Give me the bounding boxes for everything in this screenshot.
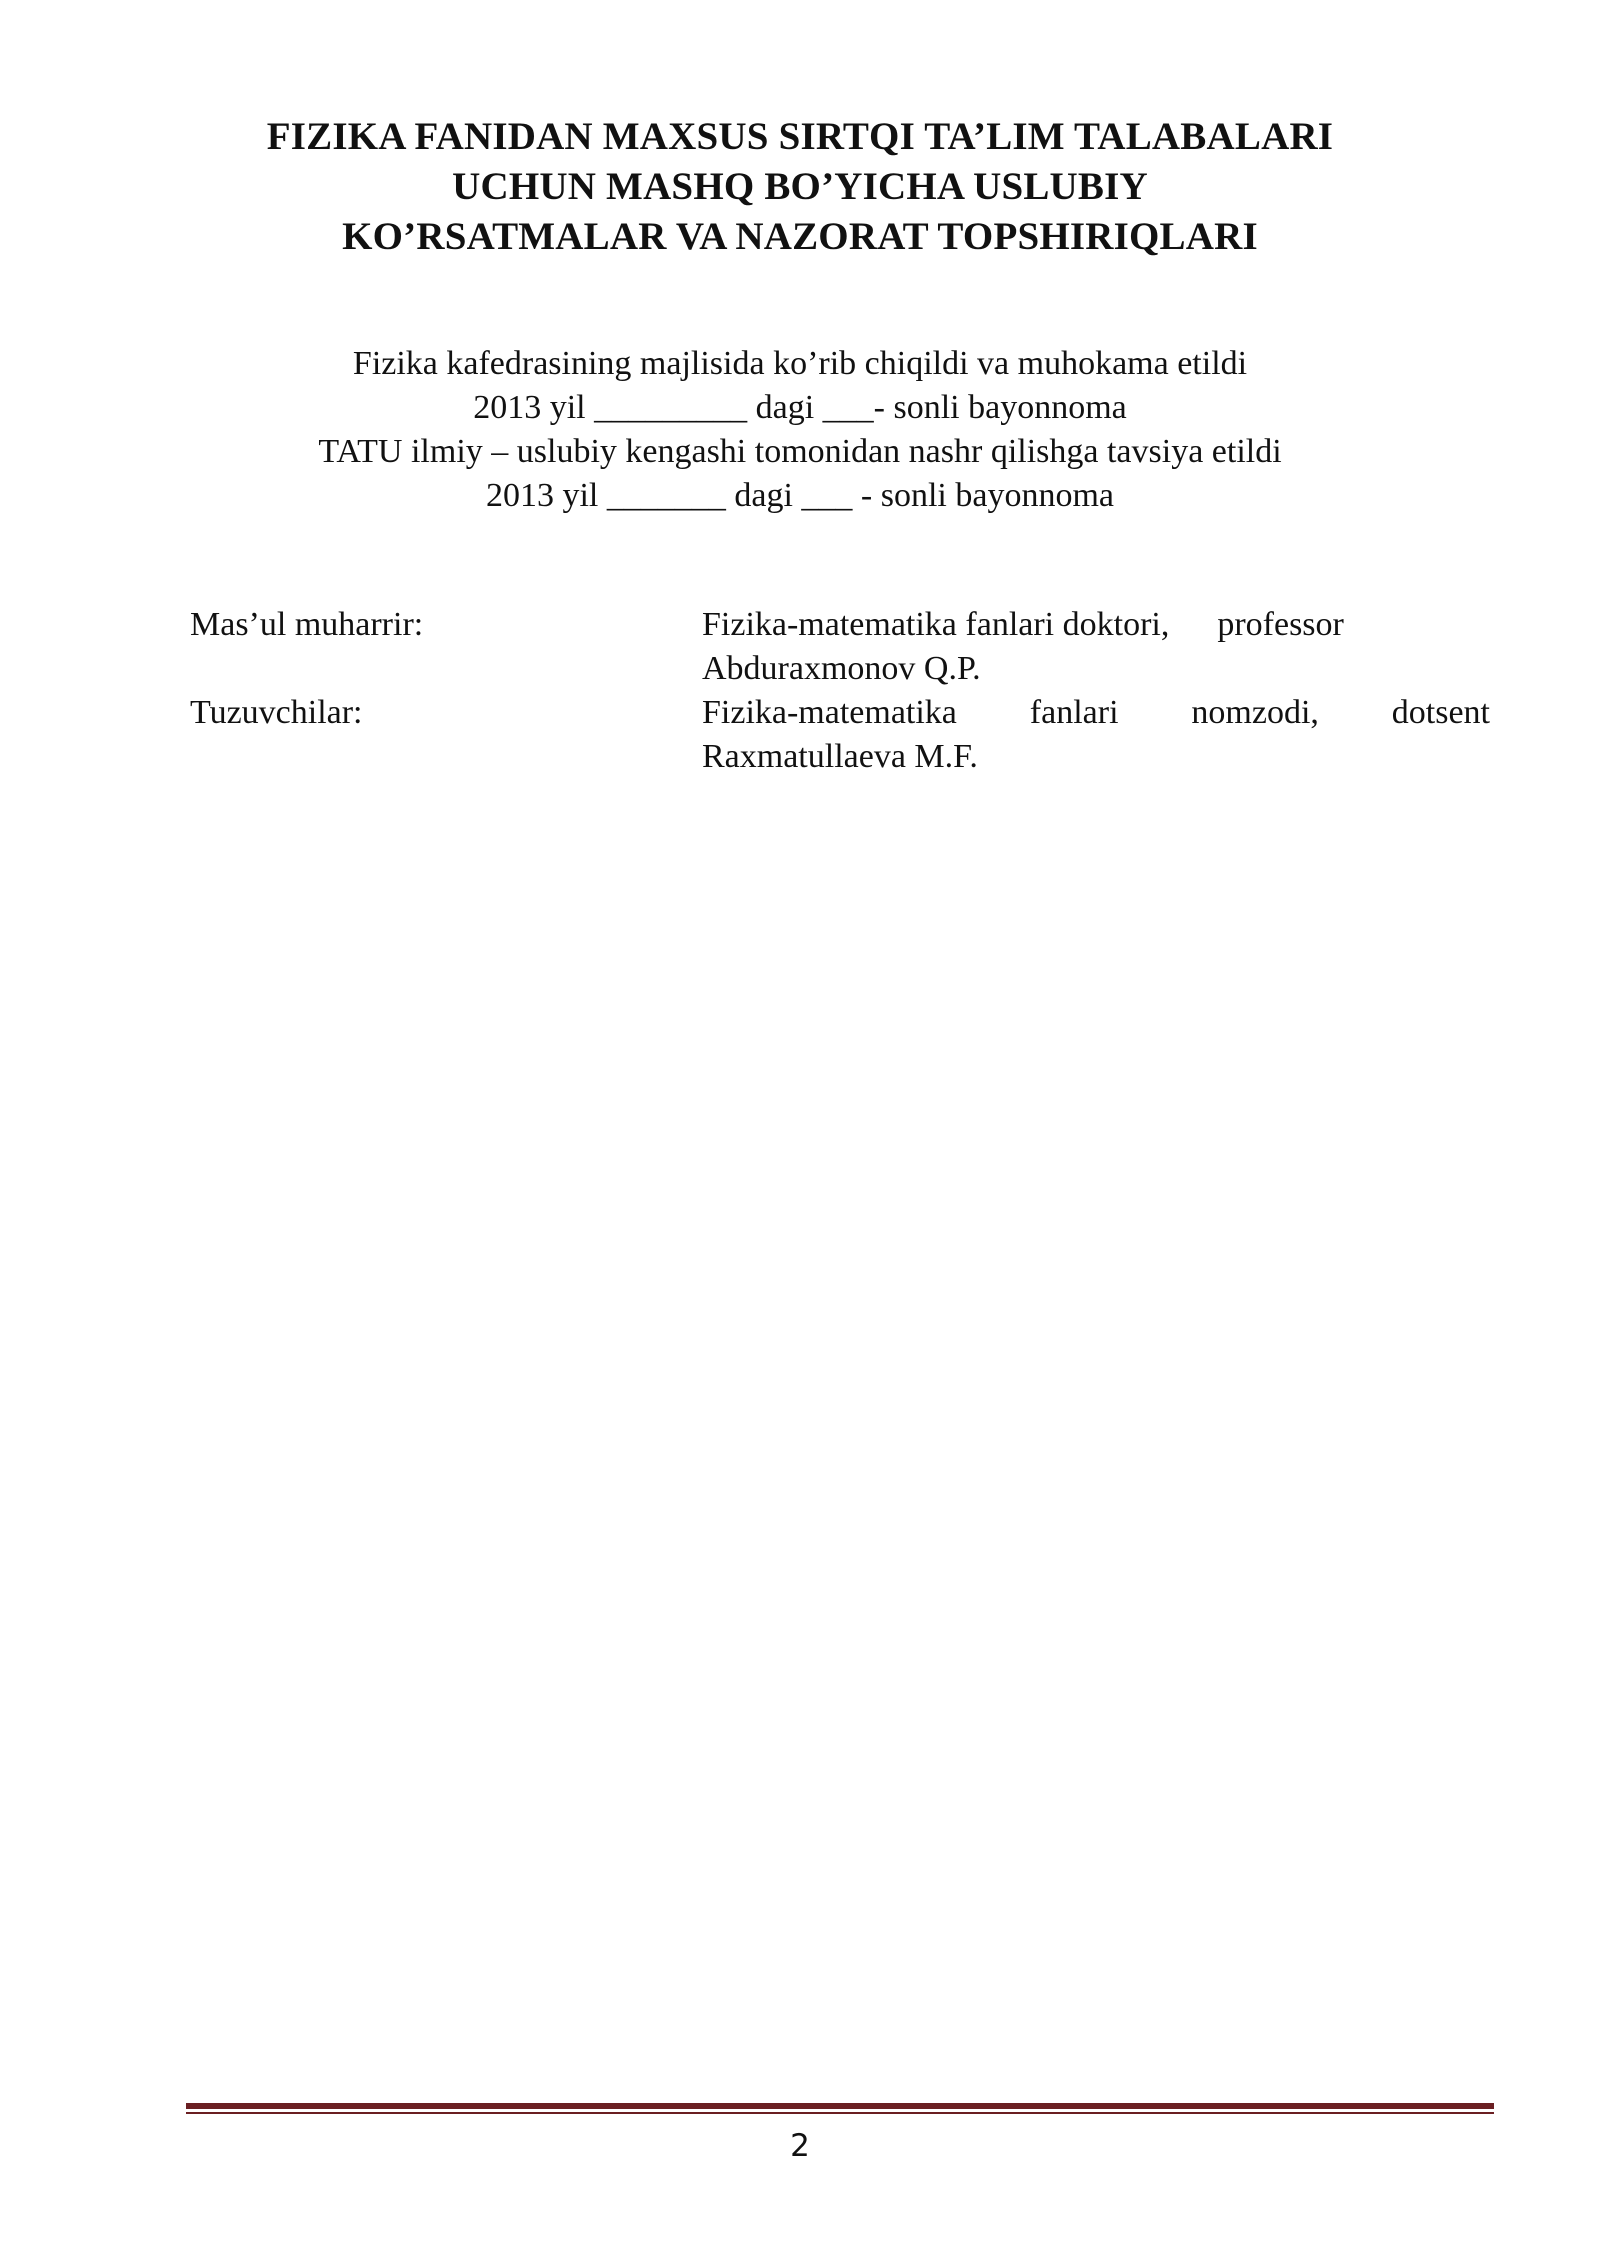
editor-title: professor	[1217, 606, 1344, 643]
editor-details	[702, 603, 1490, 691]
page-number: 2	[790, 2128, 810, 2164]
title-line-3: KO’RSATMALAR VA NAZORAT TOPSHIRIQLARI	[342, 215, 1258, 258]
title-line-1: FIZIKA FANIDAN MAXSUS SIRTQI TA’LIM TALABALARI	[266, 115, 1334, 158]
credits-section	[190, 603, 1490, 779]
approval-line-3: TATU ilmiy – uslubiy kengashi tomonidan nashr qilishga tavsiya etildi	[318, 433, 1282, 470]
approval-line-1: Fizika kafedrasining majlisida ko’rib chiqildi va muhokama etildi	[352, 345, 1248, 382]
footer-divider	[186, 2103, 1494, 2114]
compilers-description: Fizika-matematika fanlari nomzodi, dotsent	[702, 694, 1490, 731]
editor-description: Fizika-matematika fanlari doktori,	[702, 606, 1170, 643]
compilers-name: Raxmatullaeva M.F.	[702, 738, 978, 775]
editor-role-label: Mas’ul muharrir:	[190, 606, 424, 643]
document-title	[0, 112, 1600, 262]
editor-name: Abduraxmonov Q.P.	[702, 650, 981, 687]
title-line-2: UCHUN MASHQ BO’YICHA USLUBIY	[452, 165, 1148, 208]
approval-block	[0, 342, 1600, 518]
credit-row-editor	[190, 603, 1490, 691]
compilers-role-label: Tuzuvchilar:	[190, 694, 363, 731]
approval-line-2: 2013 yil _________ dagi ___- sonli bayonnoma	[473, 389, 1127, 426]
editor-description-line	[702, 603, 1490, 647]
footer-divider-thin	[186, 2112, 1494, 2114]
compilers-details	[702, 691, 1490, 779]
credit-row-compilers	[190, 691, 1490, 779]
approval-line-4: 2013 yil _______ dagi ___ - sonli bayonnoma	[485, 477, 1114, 514]
footer-divider-thick	[186, 2103, 1494, 2109]
